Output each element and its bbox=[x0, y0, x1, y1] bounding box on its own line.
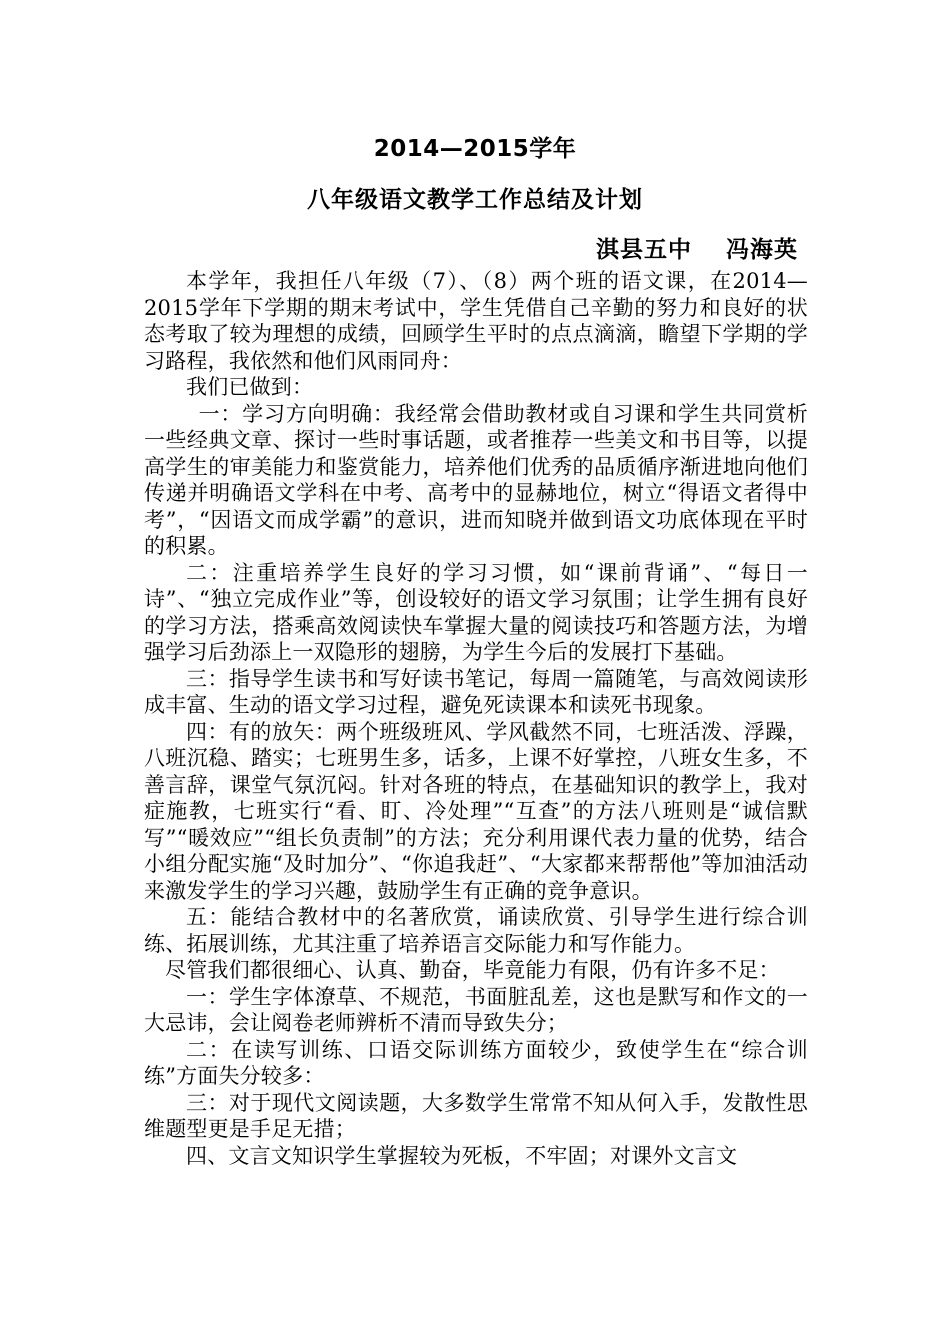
paragraph-shortcoming-4: 四、文言文知识学生掌握较为死板，不牢固；对课外文言文 bbox=[186, 1143, 738, 1168]
document-title-year: 2014—2015学年 bbox=[373, 136, 577, 162]
author-line bbox=[596, 234, 798, 266]
paragraph-achievement-1: 一：学习方向明确：我经常会借助教材或自习课和学生共同赏析一些经典文章、探讨一些时事话题，或者推荐一些美文和书目等，以提高学生的审美能力和鉴赏能力，培养他们优秀的品质循序渐进地向他们传递并明确语文学科在中考、高考中的显赫地位，树立“得语文者得中考”，“因语文而成学霸”的意识，进而知晓并做到语文功底体现在平时的积累。 bbox=[144, 401, 808, 558]
paragraph-achievement-3: 三：指导学生读书和写好读书笔记，每周一篇随笔，与高效阅读形成丰富、生动的语文学习过程，避免死读课本和读死书现象。 bbox=[144, 666, 808, 717]
paragraph-shortcoming-3: 三：对于现代文阅读题，大多数学生常常不知从何入手，发散性思维题型更是手足无措； bbox=[144, 1090, 808, 1141]
paragraph-achievement-2: 二：注重培养学生良好的学习习惯，如“课前背诵”、“每日一诗”、“独立完成作业”等，创设较好的语文学习氛围；让学生拥有良好的学习方法，搭乘高效阅读快车掌握大量的阅读技巧和答题方法，为增强学习后劲添上一双隐形的翅膀，为学生今后的发展打下基础。 bbox=[144, 560, 808, 664]
author-name: 冯海英 bbox=[726, 237, 798, 263]
paragraph-achievements-heading: 我们已做到： bbox=[186, 375, 314, 399]
paragraph-intro: 本学年，我担任八年级（7）、（8）两个班的语文课，在2014—2015学年下学期的期末考试中，学生凭借自己辛勤的努力和良好的状态考取了较为理想的成绩，回顾学生平时的点点滴滴，瞻望下学期的学习路程，我依然和他们风雨同舟： bbox=[144, 269, 808, 373]
paragraph-shortcoming-2: 二：在读写训练、口语交际训练方面较少，致使学生在“综合训练”方面失分较多： bbox=[144, 1037, 808, 1088]
paragraph-shortcoming-1: 一：学生字体潦草、不规范，书面脏乱差，这也是默写和作文的一大忌讳，会让阅卷老师辨析不清而导致失分； bbox=[144, 984, 808, 1035]
document-title: 八年级语文教学工作总结及计划 bbox=[307, 187, 643, 213]
paragraph-shortcomings-heading: 尽管我们都很细心、认真、勤奋，毕竟能力有限，仍有许多不足： bbox=[165, 958, 780, 982]
paragraph-achievement-4: 四：有的放矢：两个班级班风、学风截然不同，七班活泼、浮躁，八班沉稳、踏实；七班男生多，话多，上课不好掌控，八班女生多，不善言辞，课堂气氛沉闷。针对各班的特点，在基础知识的教学上，我对症施教，七班实行“看、盯、冷处理”“互查”的方法八班则是“诚信默写”“暖效应”“组长负责制”的方法；充分利用课代表力量的优势，结合小组分配实施“及时加分”、“你追我赶”、“大家都来帮帮他”等加油活动来激发学生的学习兴趣，鼓励学生有正确的竞争意识。 bbox=[144, 719, 808, 903]
author-school: 淇县五中 bbox=[596, 237, 692, 263]
paragraph-achievement-5: 五：能结合教材中的名著欣赏，诵读欣赏、引导学生进行综合训练、拓展训练，尤其注重了培养语言交际能力和写作能力。 bbox=[144, 905, 808, 956]
document-body bbox=[144, 268, 808, 1169]
